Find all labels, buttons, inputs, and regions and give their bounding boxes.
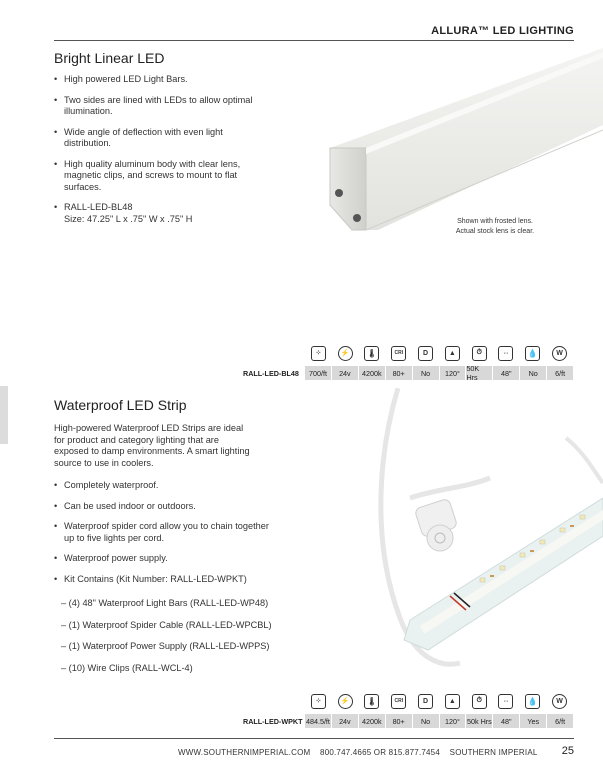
- spec-icon-cell: [305, 342, 332, 364]
- watts-icon: W: [552, 694, 567, 709]
- beam-angle-icon: ▲: [445, 694, 460, 709]
- kit-contents-list: [61, 598, 272, 684]
- header-title: ALLURA™ LED LIGHTING: [431, 25, 574, 37]
- spec-icon-row: [305, 690, 573, 712]
- spec-value: 80+: [386, 714, 413, 728]
- spec-table-bl48: [241, 342, 573, 380]
- bright-linear-bullets: [54, 74, 254, 234]
- color-temperature-icon: 🌡: [364, 694, 379, 709]
- list-item: • Waterproof power supply.: [54, 553, 274, 565]
- voltage-icon: ⚡: [338, 346, 353, 361]
- caption-line: Shown with frosted lens.: [457, 218, 533, 225]
- footer-divider: [54, 738, 574, 739]
- kit-item: – (1) Waterproof Spider Cable (RALL-LED-WPCBL): [61, 619, 272, 630]
- spec-icon-cell: [305, 690, 332, 712]
- list-item: • RALL-LED-BL48 Size: 47.25" L x .75" W x .75" H: [54, 202, 254, 225]
- color-temperature-icon: 🌡: [364, 346, 379, 361]
- list-item: • Completely waterproof.: [54, 480, 274, 492]
- light-bar-image: [326, 30, 603, 240]
- spec-label: RALL-LED-WPKT: [243, 716, 303, 726]
- spec-icon-cell: [332, 342, 359, 364]
- waterproof-intro: High-powered Waterproof LED Strips are ideal for product and category lighting that are exposed to damp environments. A smart lighting source to use in coolers.: [54, 423, 250, 468]
- spec-icon-cell: [439, 690, 466, 712]
- lifespan-icon: ⏱: [472, 346, 487, 361]
- spec-icon-cell: [519, 342, 546, 364]
- spec-icon-cell: [385, 690, 412, 712]
- image-caption: [440, 217, 550, 236]
- list-item: • High quality aluminum body with clear lens, magnetic clips, and screws to mount to flat surfaces.: [54, 159, 254, 194]
- dimmable-icon: D: [418, 694, 433, 709]
- waterproof-icon: 💧: [525, 694, 540, 709]
- spec-value: 24v: [332, 714, 359, 728]
- spec-icon-cell: [359, 342, 386, 364]
- spec-value: 4200k: [359, 714, 386, 728]
- list-item: • Wide angle of deflection with even light distribution.: [54, 127, 254, 150]
- spec-cells: [305, 714, 573, 728]
- page-number: 25: [561, 745, 574, 757]
- spec-icon-cell: [519, 690, 546, 712]
- lifespan-icon: ⏱: [472, 694, 487, 709]
- cri-icon: CRI: [391, 346, 406, 361]
- kit-item: – (10) Wire Clips (RALL-WCL-4): [61, 662, 193, 673]
- spec-value: 24v: [332, 366, 359, 380]
- spec-value: 80+: [386, 366, 413, 380]
- lumens-icon: ⁘: [311, 346, 326, 361]
- kit-item: – (1) Waterproof Power Supply (RALL-LED-WPPS): [61, 641, 270, 651]
- spec-icon-cell: [493, 690, 520, 712]
- watts-icon: W: [552, 346, 567, 361]
- list-item: • Two sides are lined with LEDs to allow optimal illumination.: [54, 95, 254, 118]
- spec-value: No: [413, 714, 440, 728]
- spec-icon-cell: [439, 342, 466, 364]
- spec-value: 120°: [440, 366, 467, 380]
- caption-line: Actual stock lens is clear.: [455, 227, 535, 235]
- voltage-icon: ⚡: [338, 694, 353, 709]
- spec-icon-cell: [466, 690, 493, 712]
- spec-row: [241, 714, 573, 728]
- spec-cells: [305, 366, 573, 380]
- spec-value: 6/ft: [555, 368, 566, 378]
- length-icon: ⇔: [498, 346, 513, 361]
- list-item: • Waterproof spider cord allow you to chain together up to five lights per cord.: [54, 521, 274, 544]
- spec-table-wpkt: [241, 690, 573, 728]
- waterproof-icon: 💧: [525, 346, 540, 361]
- spec-value: 120°: [440, 714, 467, 728]
- spec-icon-cell: [359, 690, 386, 712]
- spec-label: RALL-LED-BL48: [243, 368, 299, 378]
- lumens-icon: ⁘: [311, 694, 326, 709]
- spec-icon-cell: [466, 342, 493, 364]
- spec-icon-cell: [332, 690, 359, 712]
- kit-item: – (4) 48" Waterproof Light Bars (RALL-LED-WP48): [61, 598, 269, 608]
- waterproof-strip-image: [370, 388, 603, 678]
- section-title-bright-linear: Bright Linear LED: [54, 50, 165, 66]
- spec-value: 700/ft: [305, 366, 332, 380]
- spec-value: 6/ft: [555, 716, 566, 726]
- length-icon: ⇔: [498, 694, 513, 709]
- dimmable-icon: D: [418, 346, 433, 361]
- beam-angle-icon: ▲: [445, 346, 460, 361]
- spec-icon-cell: [412, 342, 439, 364]
- list-item: • Kit Contains (Kit Number: RALL-LED-WPKT): [54, 574, 274, 586]
- spec-icon-cell: [412, 690, 439, 712]
- list-item: • Can be used indoor or outdoors.: [54, 501, 274, 513]
- spec-value: 50K Hrs: [466, 366, 493, 380]
- spec-value: 4200k: [359, 366, 386, 380]
- spec-icon-cell: [546, 342, 573, 364]
- spec-icon-cell: [385, 342, 412, 364]
- list-item: • High powered LED Light Bars.: [54, 74, 254, 86]
- spec-row: [241, 366, 573, 380]
- cri-icon: CRI: [391, 694, 406, 709]
- spec-value: 48": [493, 714, 520, 728]
- section-title-waterproof: Waterproof LED Strip: [54, 397, 187, 413]
- spec-value: 484.5/ft: [305, 714, 332, 728]
- footer-contact: WWW.SOUTHERNIMPERIAL.COM 800.747.4665 OR 815.877.7454 SOUTHERN IMPERIAL: [178, 748, 538, 757]
- spec-value: 48": [493, 366, 520, 380]
- spec-icon-cell: [493, 342, 520, 364]
- spec-value: No: [413, 366, 440, 380]
- waterproof-bullets: [54, 480, 274, 594]
- spec-icon-cell: [546, 690, 573, 712]
- spec-value: No: [520, 366, 547, 380]
- spec-value: 50k Hrs: [466, 714, 493, 728]
- spec-value: Yes: [520, 714, 547, 728]
- spec-icon-row: [305, 342, 573, 364]
- page-edge-tab: [0, 386, 8, 444]
